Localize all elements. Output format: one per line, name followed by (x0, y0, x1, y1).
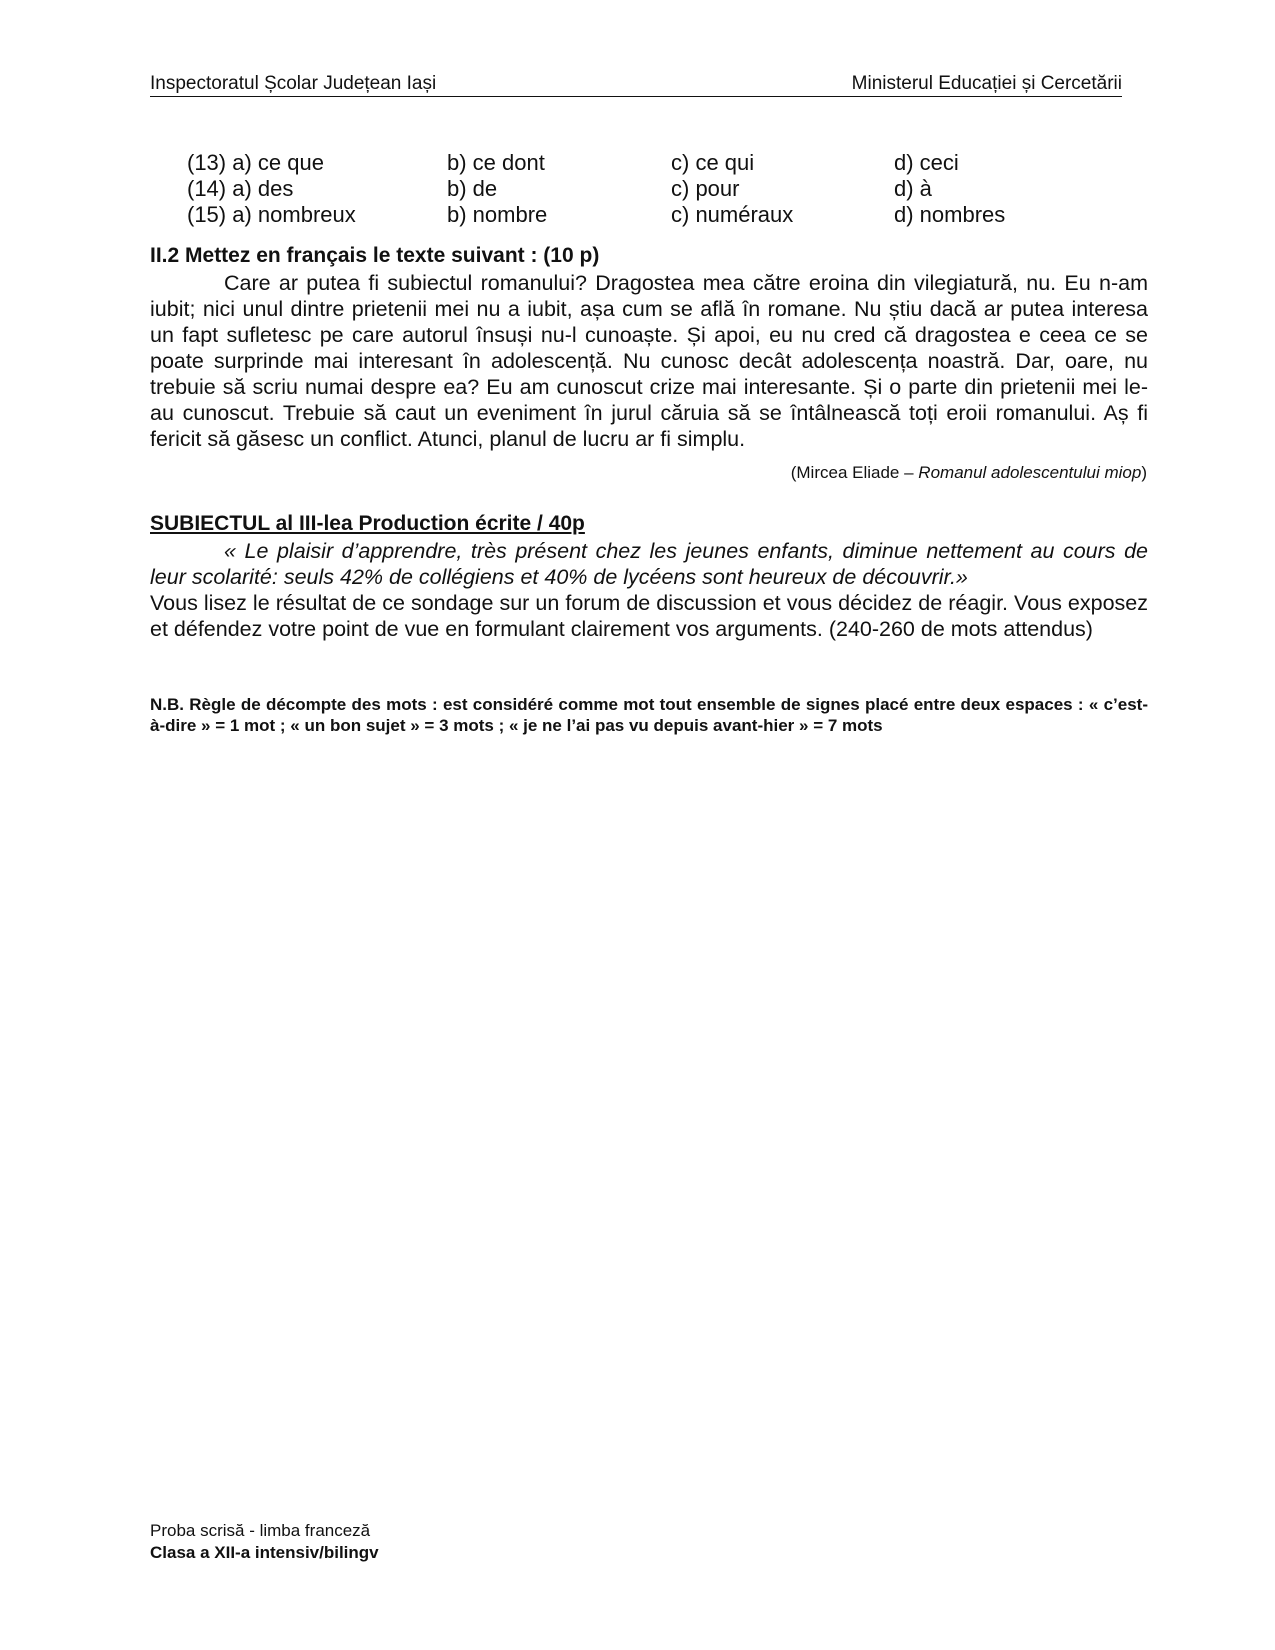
option-a: (14) a) des (187, 176, 294, 201)
page-footer (150, 1520, 379, 1564)
header-left: Inspectoratul Școlar Județean Iași (150, 73, 437, 94)
option-d: d) nombres (894, 202, 1006, 227)
section3-title: SUBIECTUL al III-lea Production écrite / 40p (150, 512, 585, 535)
option-a: (15) a) nombreux (187, 202, 356, 227)
option-row (187, 150, 1087, 176)
section2-text: Care ar putea fi subiectul romanului? Dragostea mea către eroina din vilegiatură, nu. Eu n-am iubit; nici unul dintre prietenii mei nu a iubit, așa cum se află în romane. Nu știu dacă ar putea interesa un fapt sufletesc pe care autorul însuși nu-l cunoaște. Și apoi, eu nu cred că dragostea e ceea ce se poate surprinde mai interesant în adolescență. Nu cunosc decât adolescența noastră. Dar, oare, nu trebuie să scriu numai despre ea? Eu am cunoscut crize mai interesante. Și o parte din prietenii mei le-au cunoscut. Trebuie să caut un eveniment în jurul căruia să se întâlnească toți eroii romanului. Aș fi fericit să găsesc un conflict. Atunci, planul de lucru ar fi simplu. (150, 271, 1148, 451)
section3-task: Vous lisez le résultat de ce sondage sur un forum de discussion et vous décidez de réagir. Vous exposez et défendez votre point de vue en formulant clairement vos arguments. (240-260 de mots attendus) (150, 591, 1148, 641)
source-close: ) (1141, 463, 1147, 482)
option-row (187, 176, 1087, 202)
option-b: b) ce dont (447, 150, 545, 175)
option-a: (13) a) ce que (187, 150, 324, 175)
option-row (187, 202, 1087, 228)
option-d: d) ceci (894, 150, 959, 175)
section2-title: II.2 Mettez en français le texte suivant : (10 p) (150, 244, 600, 267)
source-title: Romanul adolescentului miop (918, 463, 1142, 482)
word-count-note: N.B. Règle de décompte des mots : est considéré comme mot tout ensemble de signes placé entre deux espaces : « c’est-à-dire » = 1 mot ; « un bon sujet » = 3 mots ; « je ne l’ai pas vu depuis avant-hier » = 7 mots (150, 695, 1148, 735)
option-d: d) à (894, 176, 932, 201)
footer-line1: Proba scrisă - limba franceză (150, 1521, 371, 1540)
option-b: b) de (447, 176, 498, 201)
source-citation (791, 463, 1147, 483)
option-b: b) nombre (447, 202, 548, 227)
option-c: c) pour (671, 176, 740, 201)
header-right: Ministerul Educației și Cercetării (851, 73, 1122, 94)
answer-options (187, 150, 1087, 228)
source-author: (Mircea Eliade – (790, 463, 919, 482)
footer-line2: Clasa a XII-a intensiv/bilingv (150, 1543, 379, 1562)
option-c: c) ce qui (671, 150, 755, 175)
section3-quote: « Le plaisir d’apprendre, très présent chez les jeunes enfants, diminue nettement au cours de leur scolarité: seuls 42% de collégiens et 40% de lycéens sont heureux de découvrir.» (150, 539, 1148, 589)
option-c: c) numéraux (671, 202, 794, 227)
page-header (150, 73, 1122, 97)
